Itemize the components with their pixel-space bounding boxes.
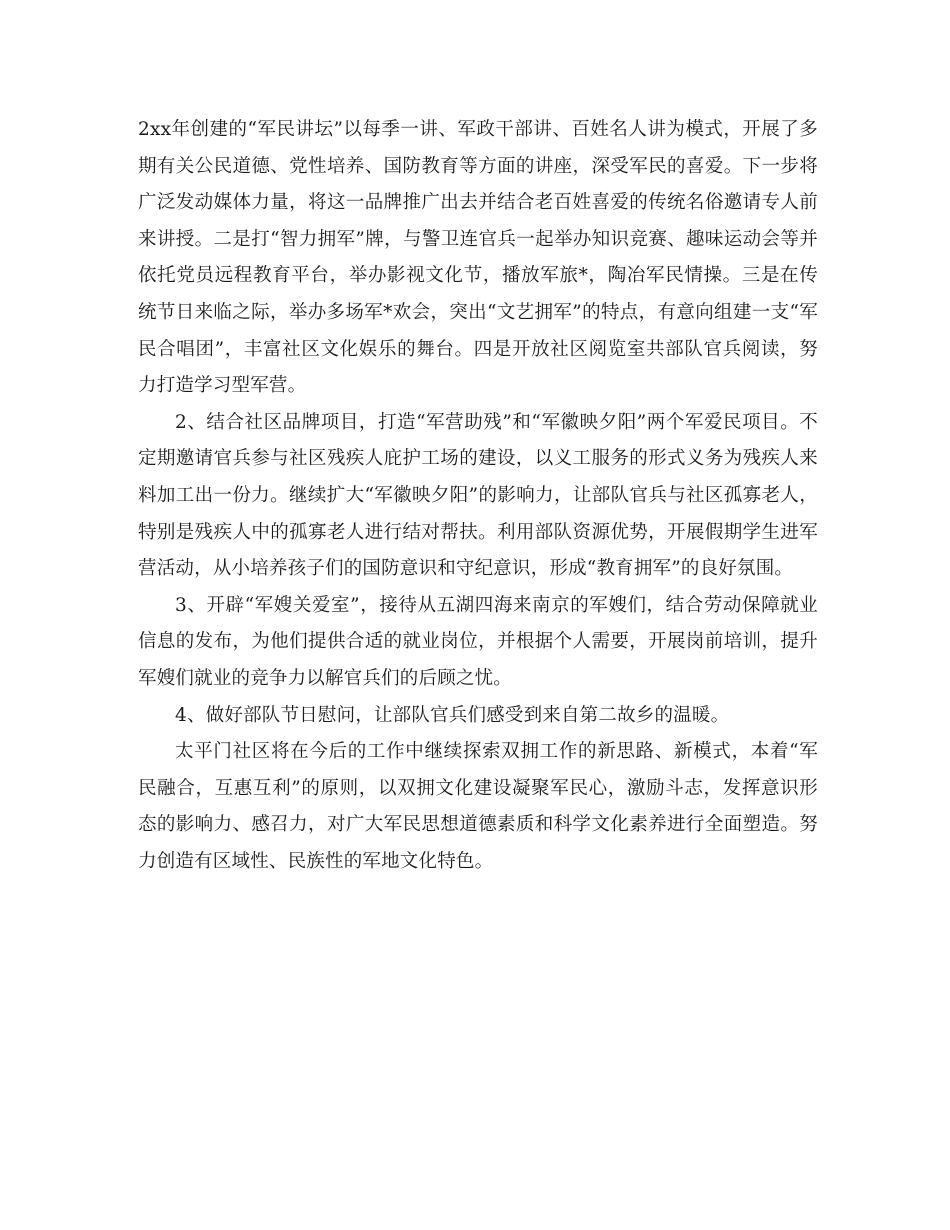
paragraph-4: 4、做好部队节日慰问，让部队官兵们感受到来自第二故乡的温暖。 — [175, 704, 730, 726]
paragraph-3: 3、开辟“军嫂关爱室”，接待从五湖四海来南京的军嫂们，结合劳动保障就业信息的发布，为他们提供合适的就业岗位，并根据个人需要，开展岗前培训，提升军嫂们就业的竞争力以解官兵们的后顾之忧。 — [138, 594, 818, 689]
paragraph-1: 2xx年创建的“军民讲坛”以每季一讲、军政干部讲、百姓名人讲为模式，开展了多期有关公民道德、党性培养、国防教育等方面的讲座，深受军民的喜爱。下一步将广泛发动媒体力量，将这一品牌推广出去并结合老百姓喜爱的传统名俗邀请专人前来讲授。二是打“智力拥军”牌，与警卫连官兵一起举办知识竞赛、趣味运动会等并依托党员远程教育平台，举办影视文化节，播放军旅*，陶冶军民情操。三是在传统节日来临之际，举办多场军*欢会，突出“文艺拥军”的特点，有意向组建一支“军民合唱团”，丰富社区文化娱乐的舞台。四是开放社区阅览室共部队官兵阅读，努力打造学习型军营。 — [138, 119, 818, 397]
paragraph-5: 太平门社区将在今后的工作中继续探索双拥工作的新思路、新模式，本着“军民融合，互惠互利”的原则，以双拥文化建设凝聚军民心，激励斗志，发挥意识形态的影响力、感召力，对广大军民思想道德素质和科学文化素养进行全面塑造。努力创造有区域性、民族性的军地文化特色。 — [138, 741, 818, 872]
paragraph-2: 2、结合社区品牌项目，打造“军营助残”和“军徽映夕阳”两个军爱民项目。不定期邀请官兵参与社区残疾人庇护工场的建设，以义工服务的形式义务为残疾人来料加工出一份力。继续扩大“军徽映夕阳”的影响力，让部队官兵与社区孤寡老人，特别是残疾人中的孤寡老人进行结对帮扶。利用部队资源优势，开展假期学生进军营活动，从小培养孩子们的国防意识和守纪意识，形成“教育拥军”的良好氛围。 — [138, 411, 818, 580]
document-body — [138, 112, 818, 880]
